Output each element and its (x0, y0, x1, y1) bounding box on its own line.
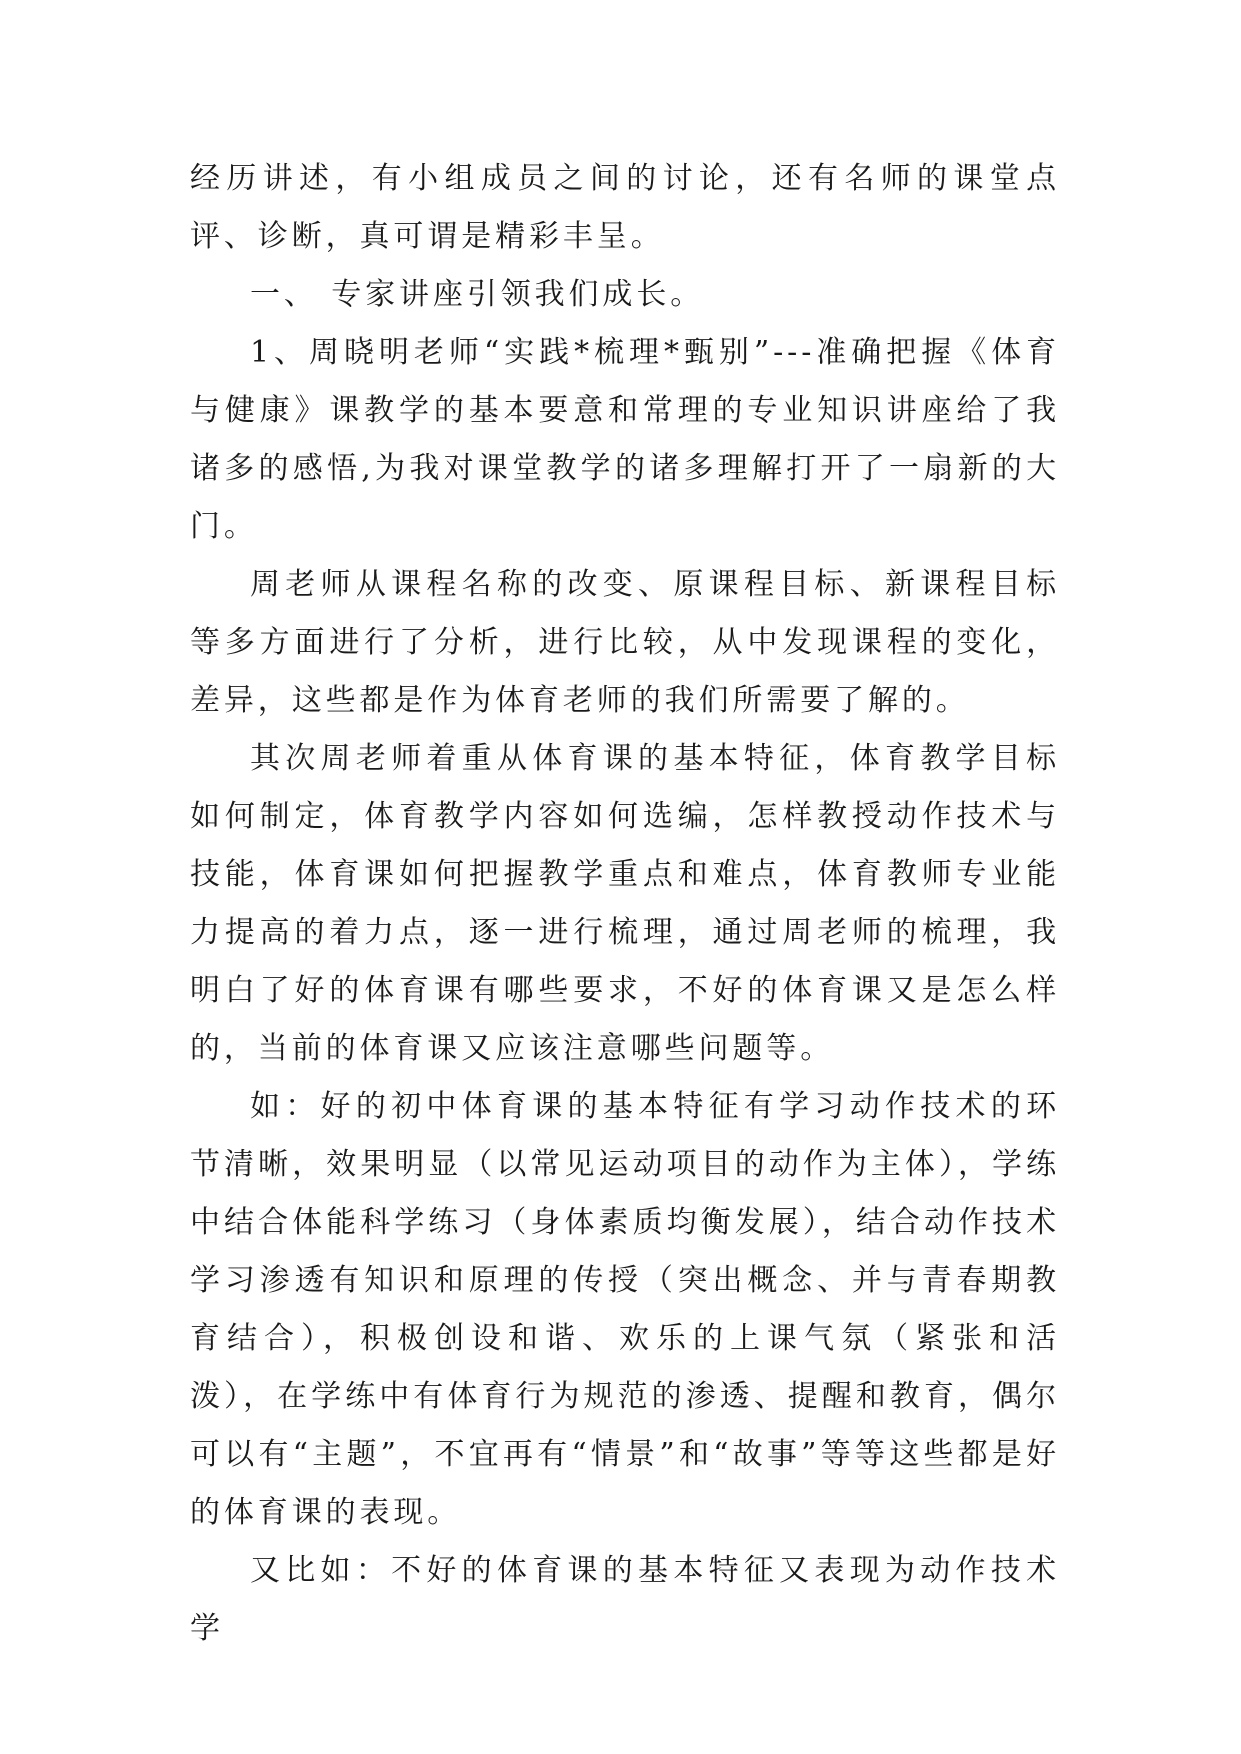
paragraph-good-class-example: 如：好的初中体育课的基本特征有学习动作技术的环节清晰，效果明显（以常见运动项目的动作为主体），学练中结合体能科学练习（身体素质均衡发展），结合动作技术学习渗透有知识和原理的传授（突出概念、并与青春期教育结合），积极创设和谐、欢乐的上课气氛（紧张和活泼），在学练中有体育行为规范的渗透、提醒和教育，偶尔可以有“主题”，不宜再有“情景”和“故事”等等这些都是好的体育课的表现。 (190, 1089, 1060, 1530)
paragraph-intro-continuation: 经历讲述，有小组成员之间的讨论，还有名师的课堂点评、诊断，真可谓是精彩丰呈。 (190, 161, 1060, 254)
paragraph-bad-class-example: 又比如：不好的体育课的基本特征又表现为动作技术学 (190, 1553, 1060, 1646)
section-heading-expert-lectures: 一、 专家讲座引领我们成长。 (250, 277, 705, 312)
paragraph-zhou-lecture: 1、周晓明老师“实践*梳理*甄别”---准确把握《体育与健康》课教学的基本要意和常理的专业知识讲座给了我诸多的感悟,为我对课堂教学的诸多理解打开了一扇新的大门。 (190, 335, 1060, 544)
paragraph-basic-features: 其次周老师着重从体育课的基本特征，体育教学目标如何制定，体育教学内容如何选编，怎样教授动作技术与技能，体育课如何把握教学重点和难点，体育教师专业能力提高的着力点，逐一进行梳理，通过周老师的梳理，我明白了好的体育课有哪些要求，不好的体育课又是怎么样的，当前的体育课又应该注意哪些问题等。 (190, 741, 1060, 1066)
document-page (190, 150, 1060, 1658)
paragraph-curriculum-analysis: 周老师从课程名称的改变、原课程目标、新课程目标等多方面进行了分析，进行比较，从中发现课程的变化，差异，这些都是作为体育老师的我们所需要了解的。 (190, 567, 1060, 718)
